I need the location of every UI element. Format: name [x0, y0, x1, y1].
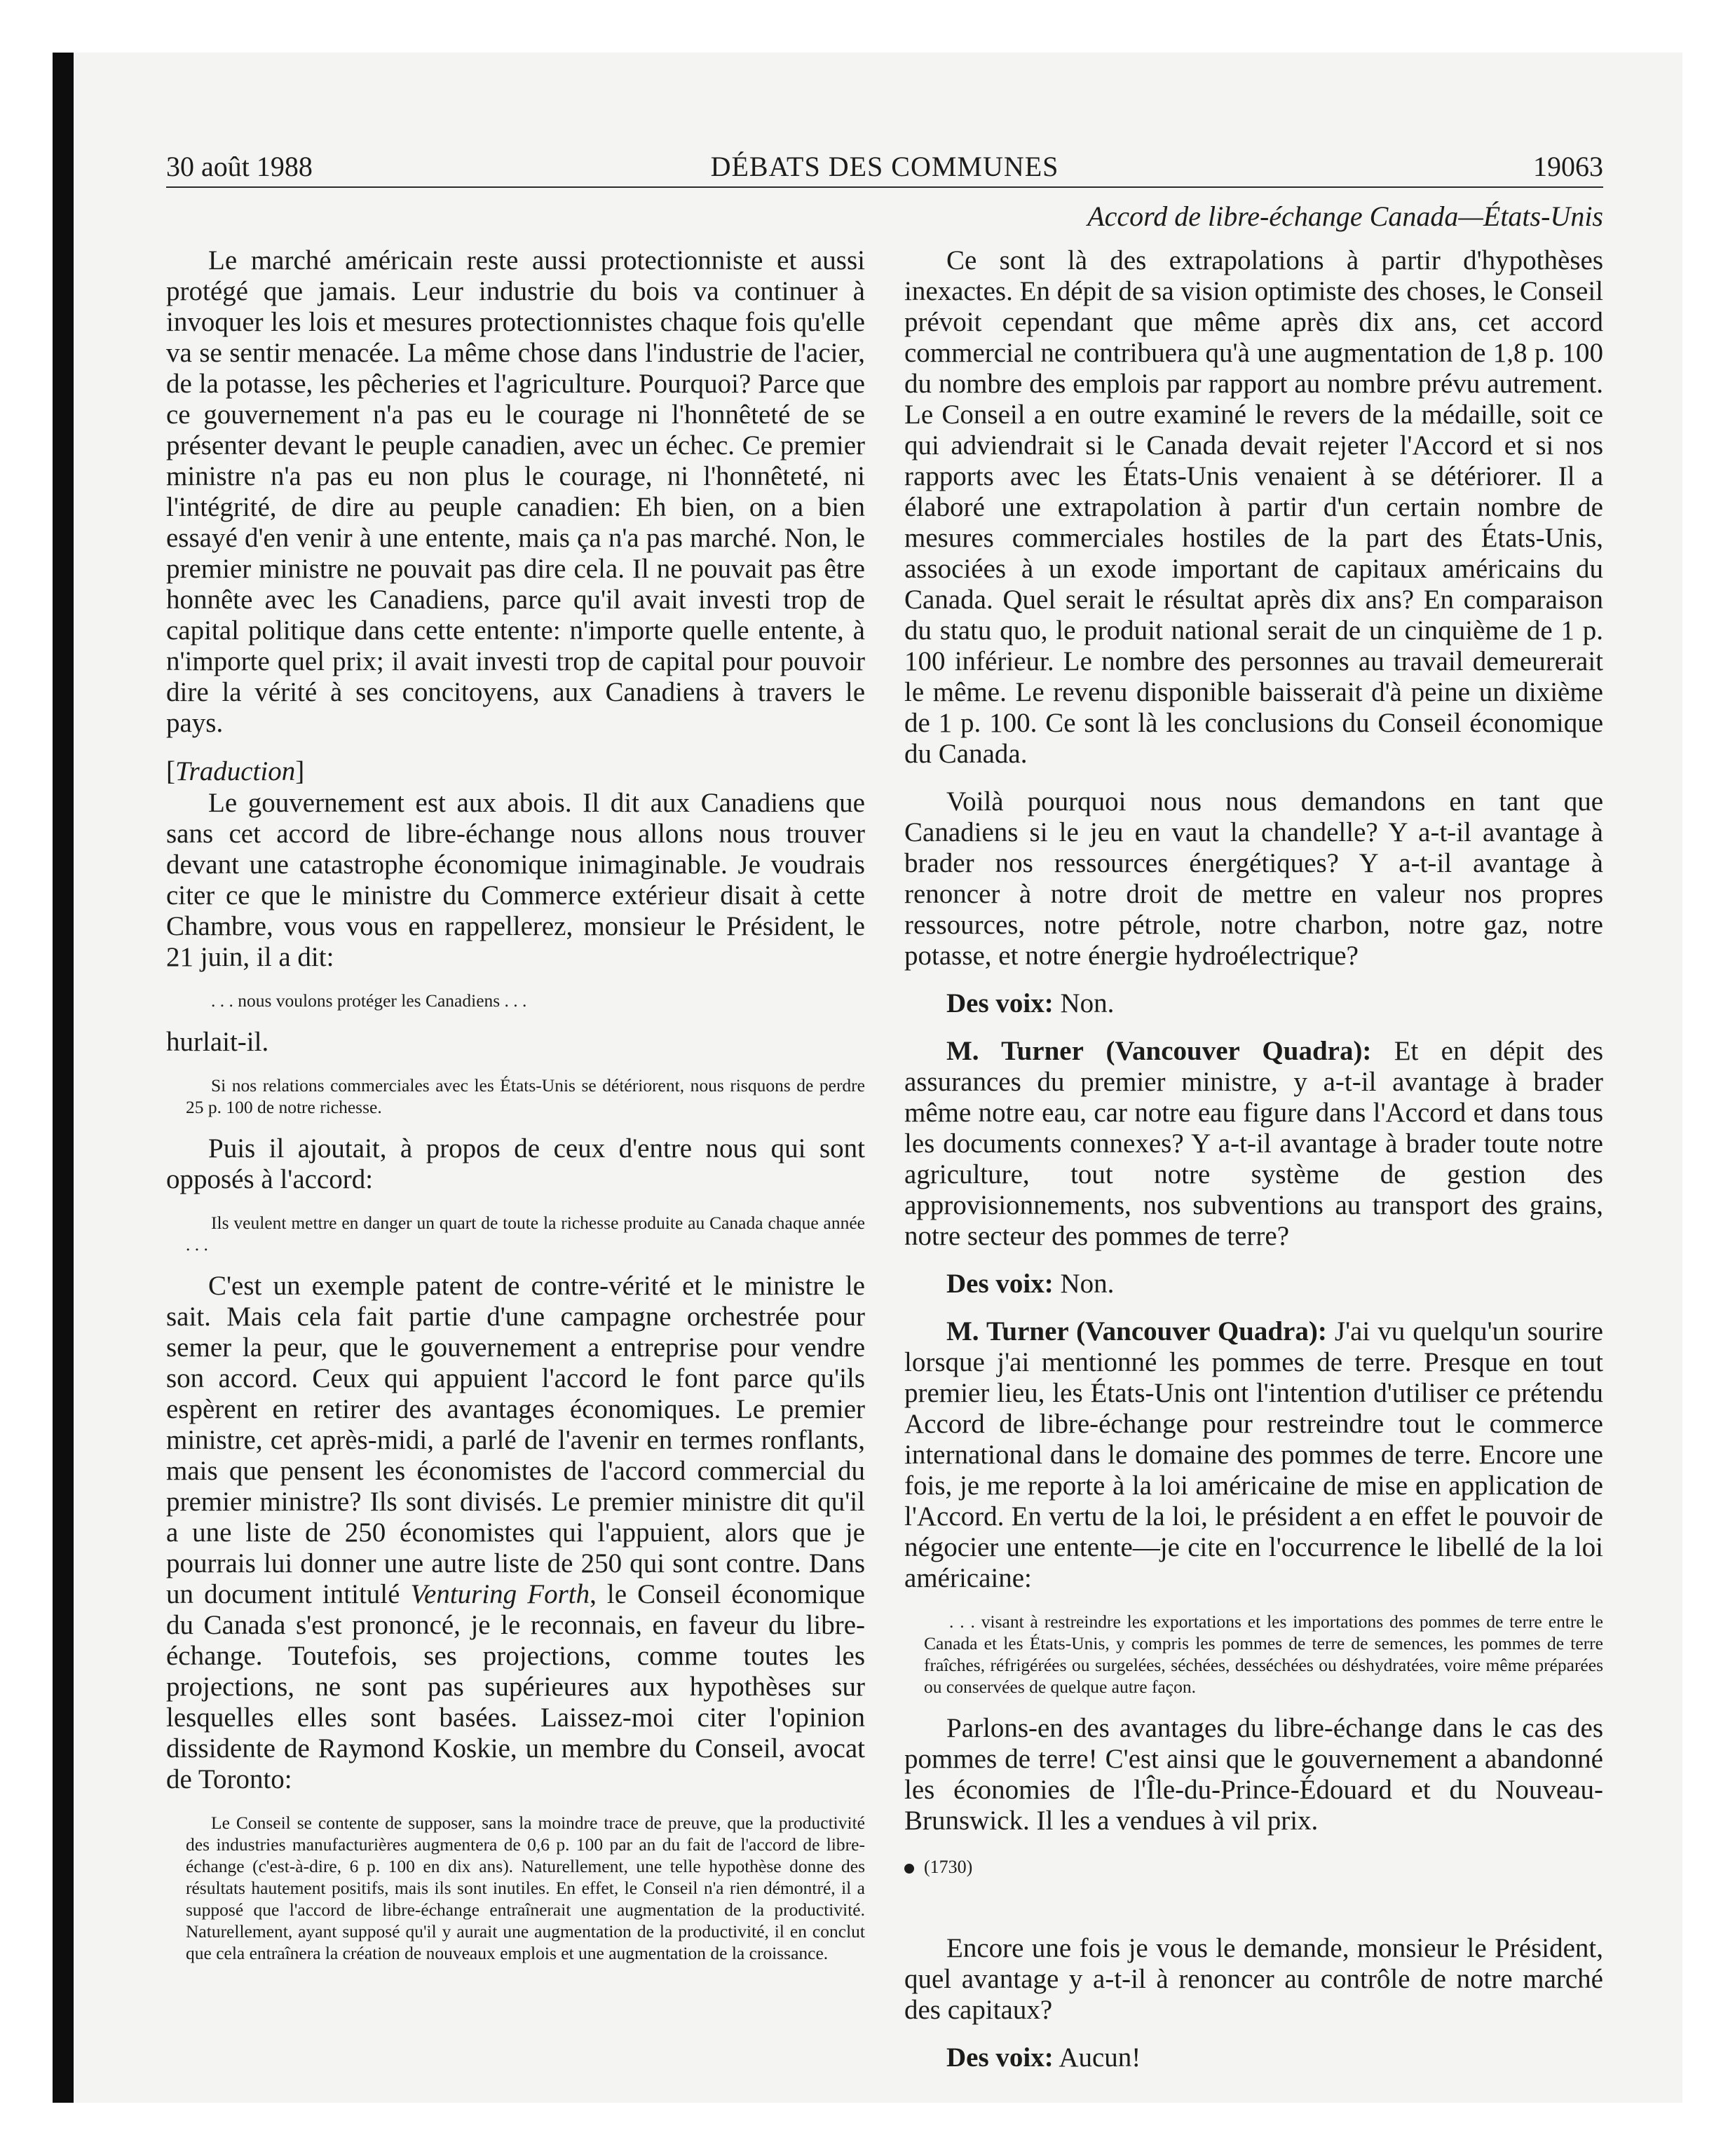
speaker-label: Des voix: — [946, 1269, 1054, 1299]
speech — [904, 1316, 1603, 1594]
header-title: DÉBATS DES COMMUNES — [710, 151, 1059, 182]
paragraph: Voilà pourquoi nous nous demandons en tant que Canadiens si le jeu en vaut la chandelle? Y a-t-il avantage à brader nos ressources énergétiques? Y a-t-il avantage à renoncer à notre droit de mettre en valeur nos propres ressources, notre pétrole, notre charbon, notre gaz, notre potasse, et notre énergie hydroélectrique? — [904, 786, 1603, 971]
bullet-icon — [904, 1864, 914, 1874]
interjection-text: Non. — [1053, 988, 1115, 1018]
binding-edge — [53, 53, 74, 2103]
interjection-text: Aucun! — [1053, 2042, 1141, 2073]
header-rule — [166, 186, 1603, 188]
paragraph-text: , le Conseil économique du Canada s'est prononcé, je le reconnais, en faveur du libre-échange. Toutefois, ses projections, comme toutes les projections, ne sont pas supérieures aux hypothèses sur lesquelles elles sont basées. Laissez-moi citer l'opinion dissidente de Raymond Koskie, un membre du Conseil, avocat de Toronto: — [166, 1579, 865, 1794]
page-header — [166, 146, 1603, 188]
paragraph: Encore une fois je vous le demande, monsieur le Président, quel avantage y a-t-il à renoncer au contrôle de notre marché des capitaux? — [904, 1933, 1603, 2025]
block-quote: Le Conseil se contente de supposer, sans la moindre trace de preuve, que la productivité des industries manufacturières augmentera de 0,6 p. 100 par an du fait de l'accord de libre-échange (c'est-à-dire, 6 p. 100 en dix ans). Naturellement, une telle hypothèse donne des résultats hautement positifs, mais ils sont inutiles. En effet, le Conseil n'a rien démontré, il a supposé que l'accord de libre-échange entraînerait une augmentation de la productivité. Naturellement, ayant supposé qu'il y aurait une augmentation de la productivité, il en conclut que cela entraînera la création de nouveaux emplois et une augmentation de la croissance. — [186, 1813, 865, 1963]
traduction-heading — [166, 756, 865, 788]
speaker-label: M. Turner (Vancouver Quadra): — [946, 1036, 1372, 1066]
block-quote: . . . nous voulons protéger les Canadiens . . . — [211, 990, 527, 1011]
running-subject: Accord de libre-échange Canada—États-Unis — [1087, 200, 1603, 232]
page-number: 19063 — [1533, 151, 1603, 182]
header-date: 30 août 1988 — [166, 151, 313, 182]
interjection — [904, 1269, 1603, 1299]
speaker-label: Des voix: — [946, 2042, 1054, 2073]
paragraph-text: C'est un exemple patent de contre-vérité et le ministre le sait. Mais cela fait partie d'une campagne orchestrée pour semer la peur, que le gouvernement a entreprise pour vendre son accord. Ceux qui appuient l'accord le font parce qu'ils espèrent en retirer des avantages économiques. Le premier ministre, cet après-midi, a parlé de l'avenir en termes ronflants, mais que pensent les économistes de l'accord commercial du premier ministre? Ils sont divisés. Le premier ministre dit qu'il a une liste de 250 économistes qui l'appuient, alors que je pourrais lui donner une autre liste de 250 qui sont contre. Dans un document intitulé — [166, 1271, 865, 1609]
paragraph: Ce sont là des extrapolations à partir d'hypothèses inexactes. En dépit de sa vision optimiste des choses, le Conseil prévoit cependant que même après dix ans, cet accord commercial ne contribuera qu'à une augmentation de 1,8 p. 100 du nombre des emplois par rapport au nombre prévu autrement. Le Conseil a en outre examiné le revers de la médaille, soit ce qui adviendrait si le Canada devait rejeter l'Accord et si nos rapports avec les États-Unis venaient à se détériorer. Il a élaboré une extrapolation à partir d'un certain nombre de mesures commerciales hostiles de la part des États-Unis, associées à un exode important de capitaux américains du Canada. Quel serait le résultat après dix ans? En comparaison du statu quo, le produit national serait de un cinquième de 1 p. 100 inférieur. Le nombre des personnes au travail demeurerait le même. Le revenu disponible baisserait d'à peine un dixième de 1 p. 100. Ce sont là les conclusions du Conseil économique du Canada. — [904, 245, 1603, 769]
speech-text: J'ai vu quelqu'un sourire lorsque j'ai mentionné les pommes de terre. Presque en tout premier lieu, les États-Unis ont l'intention d'utiliser ce prétendu Accord de libre-échange pour restreindre tout le commerce international dans le domaine des pommes de terre. Encore une fois, je me reporte à la loi américaine de mise en application de l'Accord. En vertu de la loi, le président a en effet le pouvoir de négocier une entente—je cite en l'occurrence le libellé de la loi américaine: — [904, 1316, 1603, 1593]
timestamp-text: (1730) — [924, 1857, 973, 1877]
speaker-label: Des voix: — [946, 988, 1054, 1018]
interjection — [904, 2042, 1603, 2073]
paragraph — [166, 1271, 865, 1795]
block-quote: Ils veulent mettre en danger un quart de toute la richesse produite au Canada chaque année . . . — [186, 1213, 865, 1255]
block-quote: . . . visant à restreindre les exportations et les importations des pommes de terre entre le Canada et les États-Unis, y compris les pommes de terre de semences, les pommes de terre fraîches, réfrigérées ou surgelées, séchées, desséchées ou déshydratées, voire même préparées ou conservées de quelque autre façon. — [924, 1611, 1603, 1697]
paragraph: Le marché américain reste aussi protectionniste et aussi protégé que jamais. Leur industrie du bois va continuer à invoquer les lois et mesures protectionnistes chaque fois qu'elle va se sentir menacée. La même chose dans l'industrie de l'acier, de la potasse, les pêcheries et l'agriculture. Pourquoi? Parce que ce gouvernement n'a pas eu le courage ni l'honnêteté de se présenter devant le peuple canadien, avec un échec. Ce premier ministre n'a pas eu non plus le courage, ni l'honnêteté, ni l'intégrité, de dire au peuple canadien: Eh bien, on a bien essayé d'en venir à une entente, mais ça n'a pas marché. Non, le premier ministre ne pouvait pas dire cela. Il ne pouvait pas être honnête avec les Canadiens, parce qu'il avait investi trop de capital politique dans cette entente: n'importe quelle entente, à n'importe quel prix; il avait investi trop de capital pour pouvoir dire la vérité à ses concitoyens, aux Canadiens à travers le pays. — [166, 245, 865, 738]
paragraph: Le gouvernement est aux abois. Il dit aux Canadiens que sans cet accord de libre-échange nous allons nous trouver devant une catastrophe économique inimaginable. Je voudrais citer ce que le ministre du Commerce extérieur disait à cette Chambre, vous vous en rappellerez, monsieur le Président, le 21 juin, il a dit: — [166, 788, 865, 972]
bracket-close: ] — [295, 756, 305, 786]
speech-text: Et en dépit des assurances du premier ministre, y a-t-il avantage à brader même notre eau, car notre eau figure dans l'Accord et dans tous les documents connexes? Y a-t-il avantage à brader toute notre agriculture, tout notre système de gestion des approvisionnements, nos subventions au transport des grains, notre secteur des pommes de terre? — [904, 1036, 1603, 1251]
speech — [904, 1036, 1603, 1252]
left-column — [166, 245, 865, 1979]
paragraph: Puis il ajoutait, à propos de ceux d'entre nous qui sont opposés à l'accord: — [166, 1133, 865, 1194]
interjection-text: Non. — [1053, 1269, 1115, 1299]
timestamp-marker — [904, 1853, 1603, 1881]
interjection — [904, 988, 1603, 1019]
paragraph: hurlait-il. — [166, 1027, 269, 1057]
right-column — [904, 245, 1603, 2090]
paragraph: Parlons-en des avantages du libre-échange dans le cas des pommes de terre! C'est ainsi que le gouvernement a abandonné les économies de l'Île-du-Prince-Édouard et du Nouveau-Brunswick. Il les a vendues à vil prix. — [904, 1713, 1603, 1836]
bracket-open: [ — [166, 756, 175, 786]
document-title: Venturing Forth — [410, 1579, 590, 1609]
traduction-label: Traduction — [175, 756, 296, 786]
block-quote: Si nos relations commerciales avec les États-Unis se détériorent, nous risquons de perdre 25 p. 100 de notre richesse. — [186, 1075, 865, 1117]
speaker-label: M. Turner (Vancouver Quadra): — [946, 1316, 1327, 1346]
